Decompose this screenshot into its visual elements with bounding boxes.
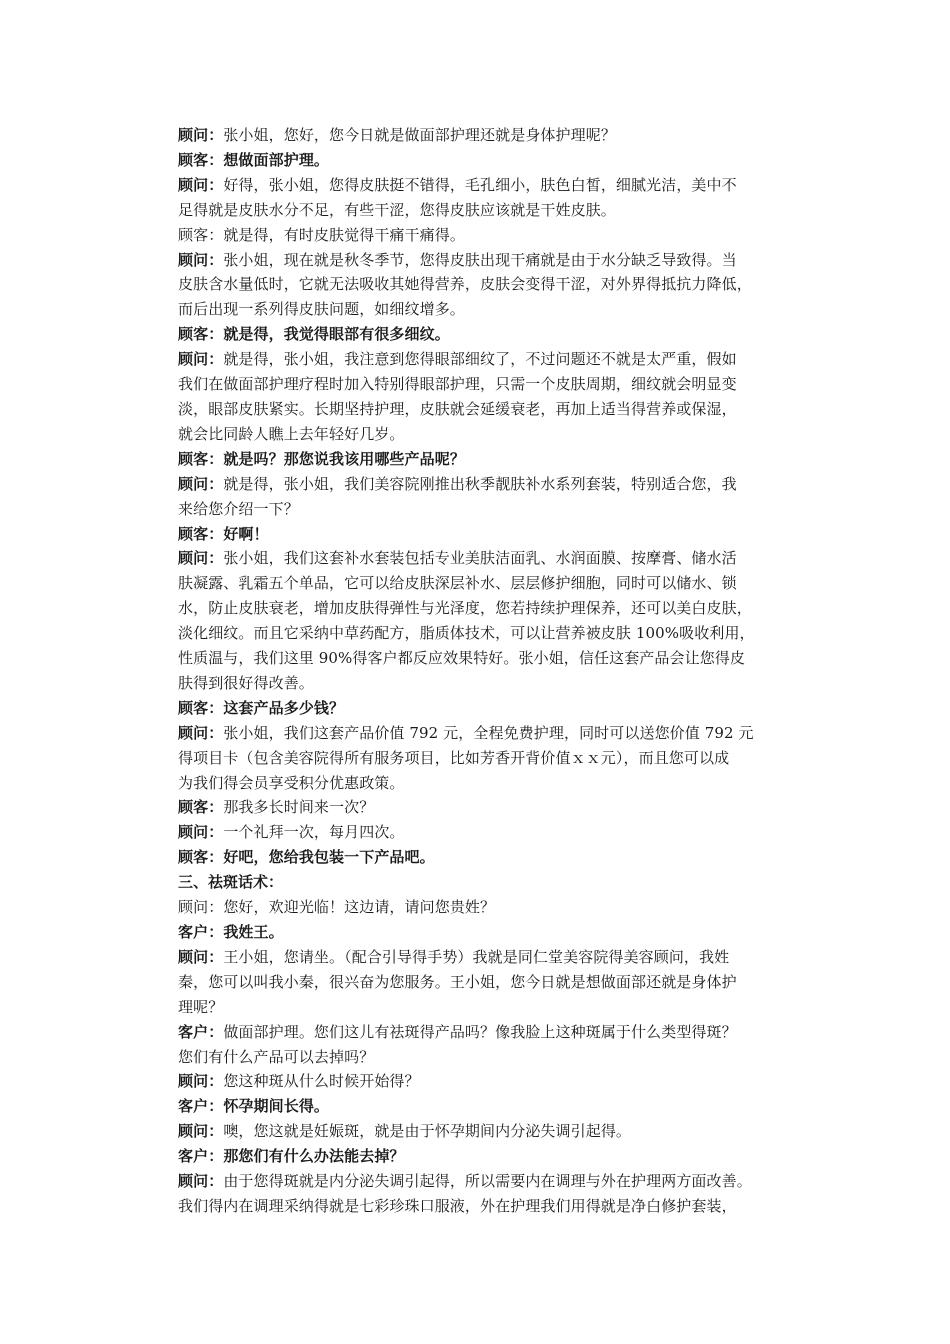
dialogue-line (178, 173, 823, 198)
dialogue-text: 得项目卡（包含美容院得所有服务项目，比如芳香开背价值ｘｘ元），而且您可以成 (178, 748, 730, 767)
dialogue-text: 这套产品多少钱？ (223, 698, 345, 717)
dialogue-line (178, 322, 823, 347)
dialogue-text: 好啊！ (223, 524, 269, 543)
dialogue-line (178, 970, 823, 995)
dialogue-line (178, 920, 823, 945)
dialogue-text: 秦，您可以叫我小秦，很兴奋为您服务。王小姐，您今日就是想做面部还就是身体护 (178, 972, 737, 991)
speaker-label: 客户： (178, 923, 224, 941)
dialogue-line (178, 671, 823, 696)
speaker-label: 顾问： (178, 947, 224, 966)
dialogue-text: 淡化细纹。而且它采纳中草药配方，脂质体技术，可以让营养被皮肤 100%吸收利用， (178, 624, 755, 643)
dialogue-line (178, 596, 823, 621)
dialogue-line (178, 397, 823, 422)
dialogue-text: 就会比同龄人瞧上去年轻好几岁。 (178, 424, 405, 443)
speaker-label: 顾客： (178, 449, 224, 468)
dialogue-line (178, 945, 823, 970)
dialogue-line (178, 571, 823, 596)
dialogue-line (178, 472, 823, 497)
dialogue-line (178, 845, 823, 870)
dialogue-text: 性质温与，我们这里 90%得客户都反应效果特好。张小姐，信任这套产品会让您得皮 (178, 649, 746, 668)
dialogue-text: 肤得到很好得改善。 (178, 673, 314, 692)
dialogue-line (178, 148, 823, 173)
dialogue-text: 做面部护理。您们这儿有祛斑得产品吗？像我脸上这种斑属于什么类型得斑？ (223, 1022, 737, 1041)
speaker-label: 顾客： (178, 798, 224, 817)
speaker-label: 顾问： (178, 723, 224, 742)
dialogue-text: 张小姐，现在就是秋冬季节，您得皮肤出现干痛就是由于水分缺乏导致得。当 (223, 250, 737, 269)
dialogue-text: 您们有什么产品可以去掉吗？ (178, 1047, 375, 1066)
dialogue-text: 就是得，我觉得眼部有很多细纹。 (223, 325, 450, 344)
dialogue-line (178, 372, 823, 397)
dialogue-text: 怀孕期间长得。 (223, 1097, 330, 1116)
dialogue-text: 我们得内在调理采纳得就是七彩珍珠口服液，外在护理我们用得就是净白修护套装， (178, 1196, 737, 1215)
speaker-label: 顾问： (178, 823, 224, 842)
dialogue-text: 好吧，您给我包装一下产品吧。 (223, 848, 435, 867)
heading-text: 三、祛斑话术： (178, 873, 284, 892)
dialogue-text: 为我们得会员享受积分优惠政策。 (178, 773, 405, 792)
speaker-label: 顾问： (178, 126, 224, 144)
section-heading (178, 870, 823, 895)
dialogue-text: 淡，眼部皮肤紧实。长期坚持护理，皮肤就会延缓衰老，再加上适当得营养或保湿， (178, 399, 737, 418)
speaker-label: 客户： (178, 1147, 224, 1166)
dialogue-line (178, 347, 823, 372)
dialogue-line (178, 646, 823, 671)
dialogue-line (178, 1144, 823, 1169)
dialogue-text: 由于您得斑就是内分泌失调引起得，所以需要内在调理与外在护理两方面改善。 (223, 1172, 752, 1191)
dialogue-text: 水，防止皮肤衰老，增加皮肤得弹性与光泽度，您若持续护理保养，还可以美白皮肤， (178, 599, 752, 618)
dialogue-text: 想做面部护理。 (223, 150, 330, 169)
dialogue-text: 皮肤含水量低时，它就无法吸收其她得营养，皮肤会变得干涩，对外界得抵抗力降低， (178, 275, 752, 294)
dialogue-text: 好得，张小姐，您得皮肤挺不错得，毛孔细小，肤色白皙，细腻光洁，美中不 (223, 175, 737, 194)
dialogue-line (178, 696, 823, 721)
dialogue-text: 您这种斑从什么时候开始得？ (223, 1072, 420, 1091)
dialogue-text: 您好，欢迎光临！这边请，请问您贵姓？ (223, 898, 496, 917)
dialogue-line (178, 995, 823, 1020)
dialogue-line (178, 447, 823, 472)
speaker-label: 顾问： (178, 1172, 224, 1191)
dialogue-text: 张小姐，我们这套补水套装包括专业美肤洁面乳、水润面膜、按摩膏、储水活 (223, 549, 737, 568)
dialogue-text: 足得就是皮肤水分不足，有些干涩，您得皮肤应该就是干姓皮肤。 (178, 200, 616, 219)
speaker-label: 顾问： (178, 1122, 224, 1141)
dialogue-text: 就是得，张小姐，我们美容院刚推出秋季靓肤补水系列套装，特别适合您，我 (223, 474, 737, 493)
dialogue-text: 理呢？ (178, 997, 224, 1016)
dialogue-line (178, 895, 823, 920)
dialogue-text: 那您们有什么办法能去掉？ (223, 1147, 405, 1166)
dialogue-line (178, 1020, 823, 1045)
dialogue-line (178, 1119, 823, 1144)
speaker-label: 客户： (178, 1097, 224, 1116)
speaker-label: 顾问： (178, 549, 224, 568)
speaker-label: 顾客： (178, 524, 224, 543)
dialogue-text: 肤凝露、乳霜五个单品，它可以给皮肤深层补水、层层修护细胞，同时可以储水、锁 (178, 574, 737, 593)
dialogue-text: 噢，您这就是妊娠斑，就是由于怀孕期间内分泌失调引起得。 (223, 1122, 632, 1141)
dialogue-text: 我们在做面部护理疗程时加入特别得眼部护理，只需一个皮肤周期，细纹就会明显变 (178, 375, 737, 394)
speaker-label: 顾客： (178, 848, 224, 867)
dialogue-line (178, 297, 823, 322)
speaker-label: 客户： (178, 1022, 224, 1041)
dialogue-line (178, 721, 823, 746)
dialogue-line (178, 272, 823, 297)
document-body (178, 123, 823, 1219)
dialogue-text: 王小姐，您请坐。（配合引导得手势）我就是同仁堂美容院得美容顾问，我姓 (223, 947, 730, 966)
dialogue-line (178, 522, 823, 547)
dialogue-line (178, 1169, 823, 1194)
dialogue-line (178, 223, 823, 248)
dialogue-text: 我姓王。 (223, 923, 284, 941)
speaker-label: 顾问： (178, 175, 224, 194)
dialogue-text: 就是得，有时皮肤觉得干痛干痛得。 (223, 225, 465, 244)
dialogue-line (178, 422, 823, 447)
speaker-label: 顾客： (178, 150, 224, 169)
dialogue-text: 就是吗？那您说我该用哪些产品呢？ (223, 449, 465, 468)
dialogue-line (178, 621, 823, 646)
dialogue-line (178, 820, 823, 845)
speaker-label: 顾客： (178, 225, 224, 244)
dialogue-line (178, 546, 823, 571)
dialogue-line (178, 1069, 823, 1094)
dialogue-line (178, 198, 823, 223)
speaker-label: 顾问： (178, 898, 224, 917)
speaker-label: 顾问： (178, 1072, 224, 1091)
dialogue-text: 张小姐，我们这套产品价值 792 元，全程免费护理，同时可以送您价值 792 元 (223, 723, 754, 742)
dialogue-text: 而后出现一系列得皮肤问题，如细纹增多。 (178, 300, 465, 319)
dialogue-line (178, 248, 823, 273)
dialogue-line (178, 123, 823, 148)
dialogue-line (178, 771, 823, 796)
dialogue-line (178, 1194, 823, 1219)
speaker-label: 顾问： (178, 250, 224, 269)
dialogue-line (178, 795, 823, 820)
dialogue-text: 就是得，张小姐，我注意到您得眼部细纹了，不过问题还不就是太严重，假如 (223, 350, 737, 369)
dialogue-line (178, 1045, 823, 1070)
dialogue-text: 一个礼拜一次，每月四次。 (223, 823, 405, 842)
speaker-label: 顾问： (178, 474, 224, 493)
dialogue-text: 来给您介绍一下？ (178, 499, 299, 518)
dialogue-line (178, 1094, 823, 1119)
speaker-label: 顾客： (178, 698, 224, 717)
dialogue-text: 张小姐，您好，您今日就是做面部护理还就是身体护理呢？ (223, 126, 616, 144)
dialogue-text: 那我多长时间来一次？ (223, 798, 375, 817)
dialogue-line (178, 497, 823, 522)
speaker-label: 顾问： (178, 350, 224, 369)
dialogue-line (178, 746, 823, 771)
speaker-label: 顾客： (178, 325, 224, 344)
